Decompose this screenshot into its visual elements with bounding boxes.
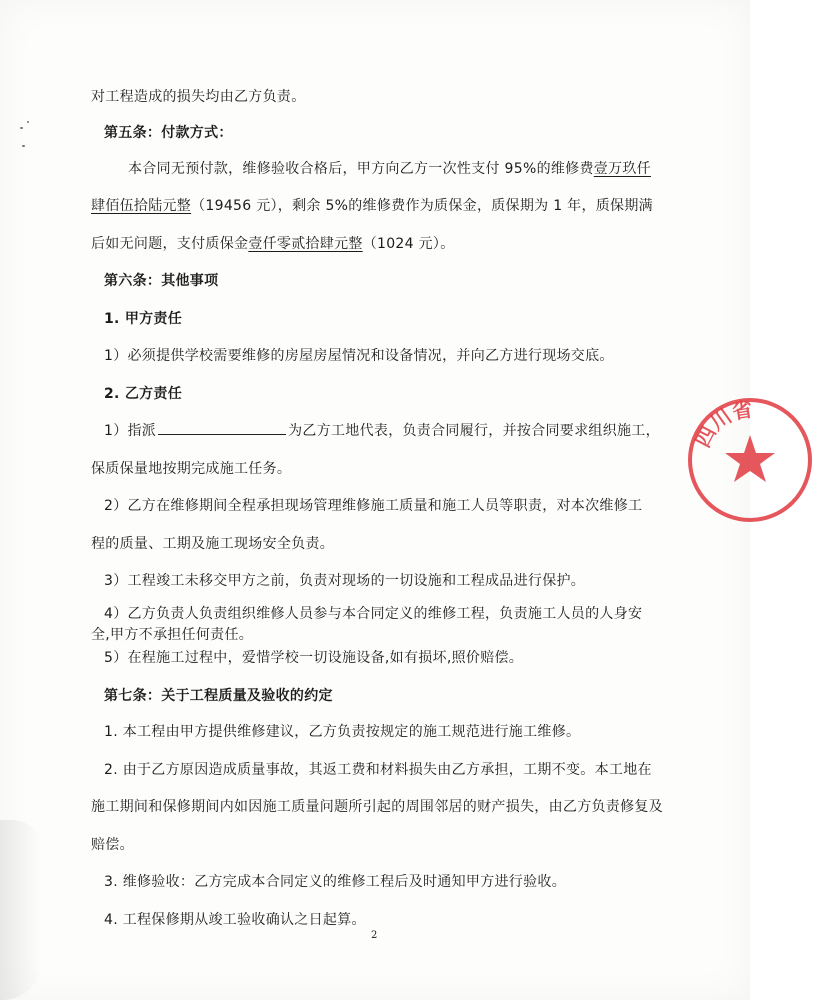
party-b-item-3: 3）工程竣工未移交甲方之前，负责对现场的一切设施和工程成品进行保护。 (104, 573, 586, 589)
section-5-para-line2 (91, 195, 653, 215)
party-b-item-2: 2）乙方在维修期间全程承担现场管理维修施工质量和施工人员等职责，对本次维修工 (104, 498, 643, 514)
text-span: 后如无问题，支付质保金 (91, 236, 249, 252)
party-b-title: 2. 乙方责任 (104, 386, 183, 402)
party-a-item-1: 1）必须提供学校需要维修的房屋房屋情况和设备情况，并向乙方进行现场交底。 (104, 348, 614, 364)
seal-text: 四川省 (690, 397, 755, 452)
amount-words-part1: 壹万玖仟 (593, 161, 651, 177)
section-7-item-2-cont2: 赔偿。 (91, 837, 134, 853)
red-star-icon (725, 435, 775, 482)
section-7-item-2-cont: 施工期间和保修期间内如因施工质量问题所引起的周围邻居的财产损失，由乙方负责修复及 (91, 799, 663, 815)
section-7-item-1: 1. 本工程由甲方提供维修建议，乙方负责按规定的施工规范进行施工维修。 (104, 724, 581, 740)
deposit-amount-words: 壹仟零贰拾肆元整 (248, 236, 363, 252)
section-7-item-2: 2. 由于乙方原因造成质量事故，其返工费和材料损失由乙方承担，工期不变。本工地在 (104, 762, 652, 778)
scan-speck (20, 127, 23, 129)
party-b-item-1-cont: 保质保量地按期完成施工任务。 (91, 461, 292, 477)
party-b-item-1 (104, 420, 660, 440)
section-5-para-line1 (128, 158, 651, 178)
line-continuation: 对工程造成的损失均由乙方负责。 (91, 89, 306, 105)
party-b-item-4: 4）乙方负责人负责组织维修人员参与本合同定义的维修工程，负责施工人员的人身安 (104, 606, 643, 622)
text-span: 1）指派 (104, 423, 157, 439)
section-5-para-line3 (91, 233, 455, 253)
party-b-item-2-cont: 程的质量、工期及施工现场安全负责。 (91, 536, 335, 552)
text-span: （19456 元），剩余 5%的维修费作为质保金，质保期为 1 年，质保期满 (191, 198, 653, 214)
party-b-item-5: 5）在程施工过程中，爱惜学校一切设施设备,如有损坏,照价赔偿。 (104, 650, 524, 666)
section-7-item-3: 3. 维修验收：乙方完成本合同定义的维修工程后及时通知甲方进行验收。 (104, 874, 567, 890)
section-5-title: 第五条：付款方式： (104, 125, 233, 141)
official-seal (685, 395, 815, 525)
page-number: 2 (371, 930, 378, 941)
section-6-title: 第六条：其他事项 (104, 273, 219, 289)
party-b-item-4-cont: 全,甲方不承担任何责任。 (91, 627, 254, 643)
paper-stain (0, 820, 42, 1000)
scan-speck (27, 121, 29, 123)
party-a-title: 1. 甲方责任 (104, 311, 183, 327)
scan-speck (22, 145, 25, 147)
section-7-item-4: 4. 工程保修期从竣工验收确认之日起算。 (104, 912, 366, 928)
text-span: 为乙方工地代表，负责合同履行，并按合同要求组织施工， (288, 423, 660, 439)
text-span: 本合同无预付款，维修验收合格后，甲方向乙方一次性支付 95%的维修费 (128, 161, 594, 177)
amount-words-part2: 肆佰伍拾陆元整 (91, 198, 192, 214)
svg-text:四川省 (690, 397, 754, 451)
text-span: （1024 元）。 (362, 236, 455, 252)
section-7-title: 第七条：关于工程质量及验收的约定 (104, 688, 333, 704)
representative-blank-field[interactable] (158, 420, 286, 435)
